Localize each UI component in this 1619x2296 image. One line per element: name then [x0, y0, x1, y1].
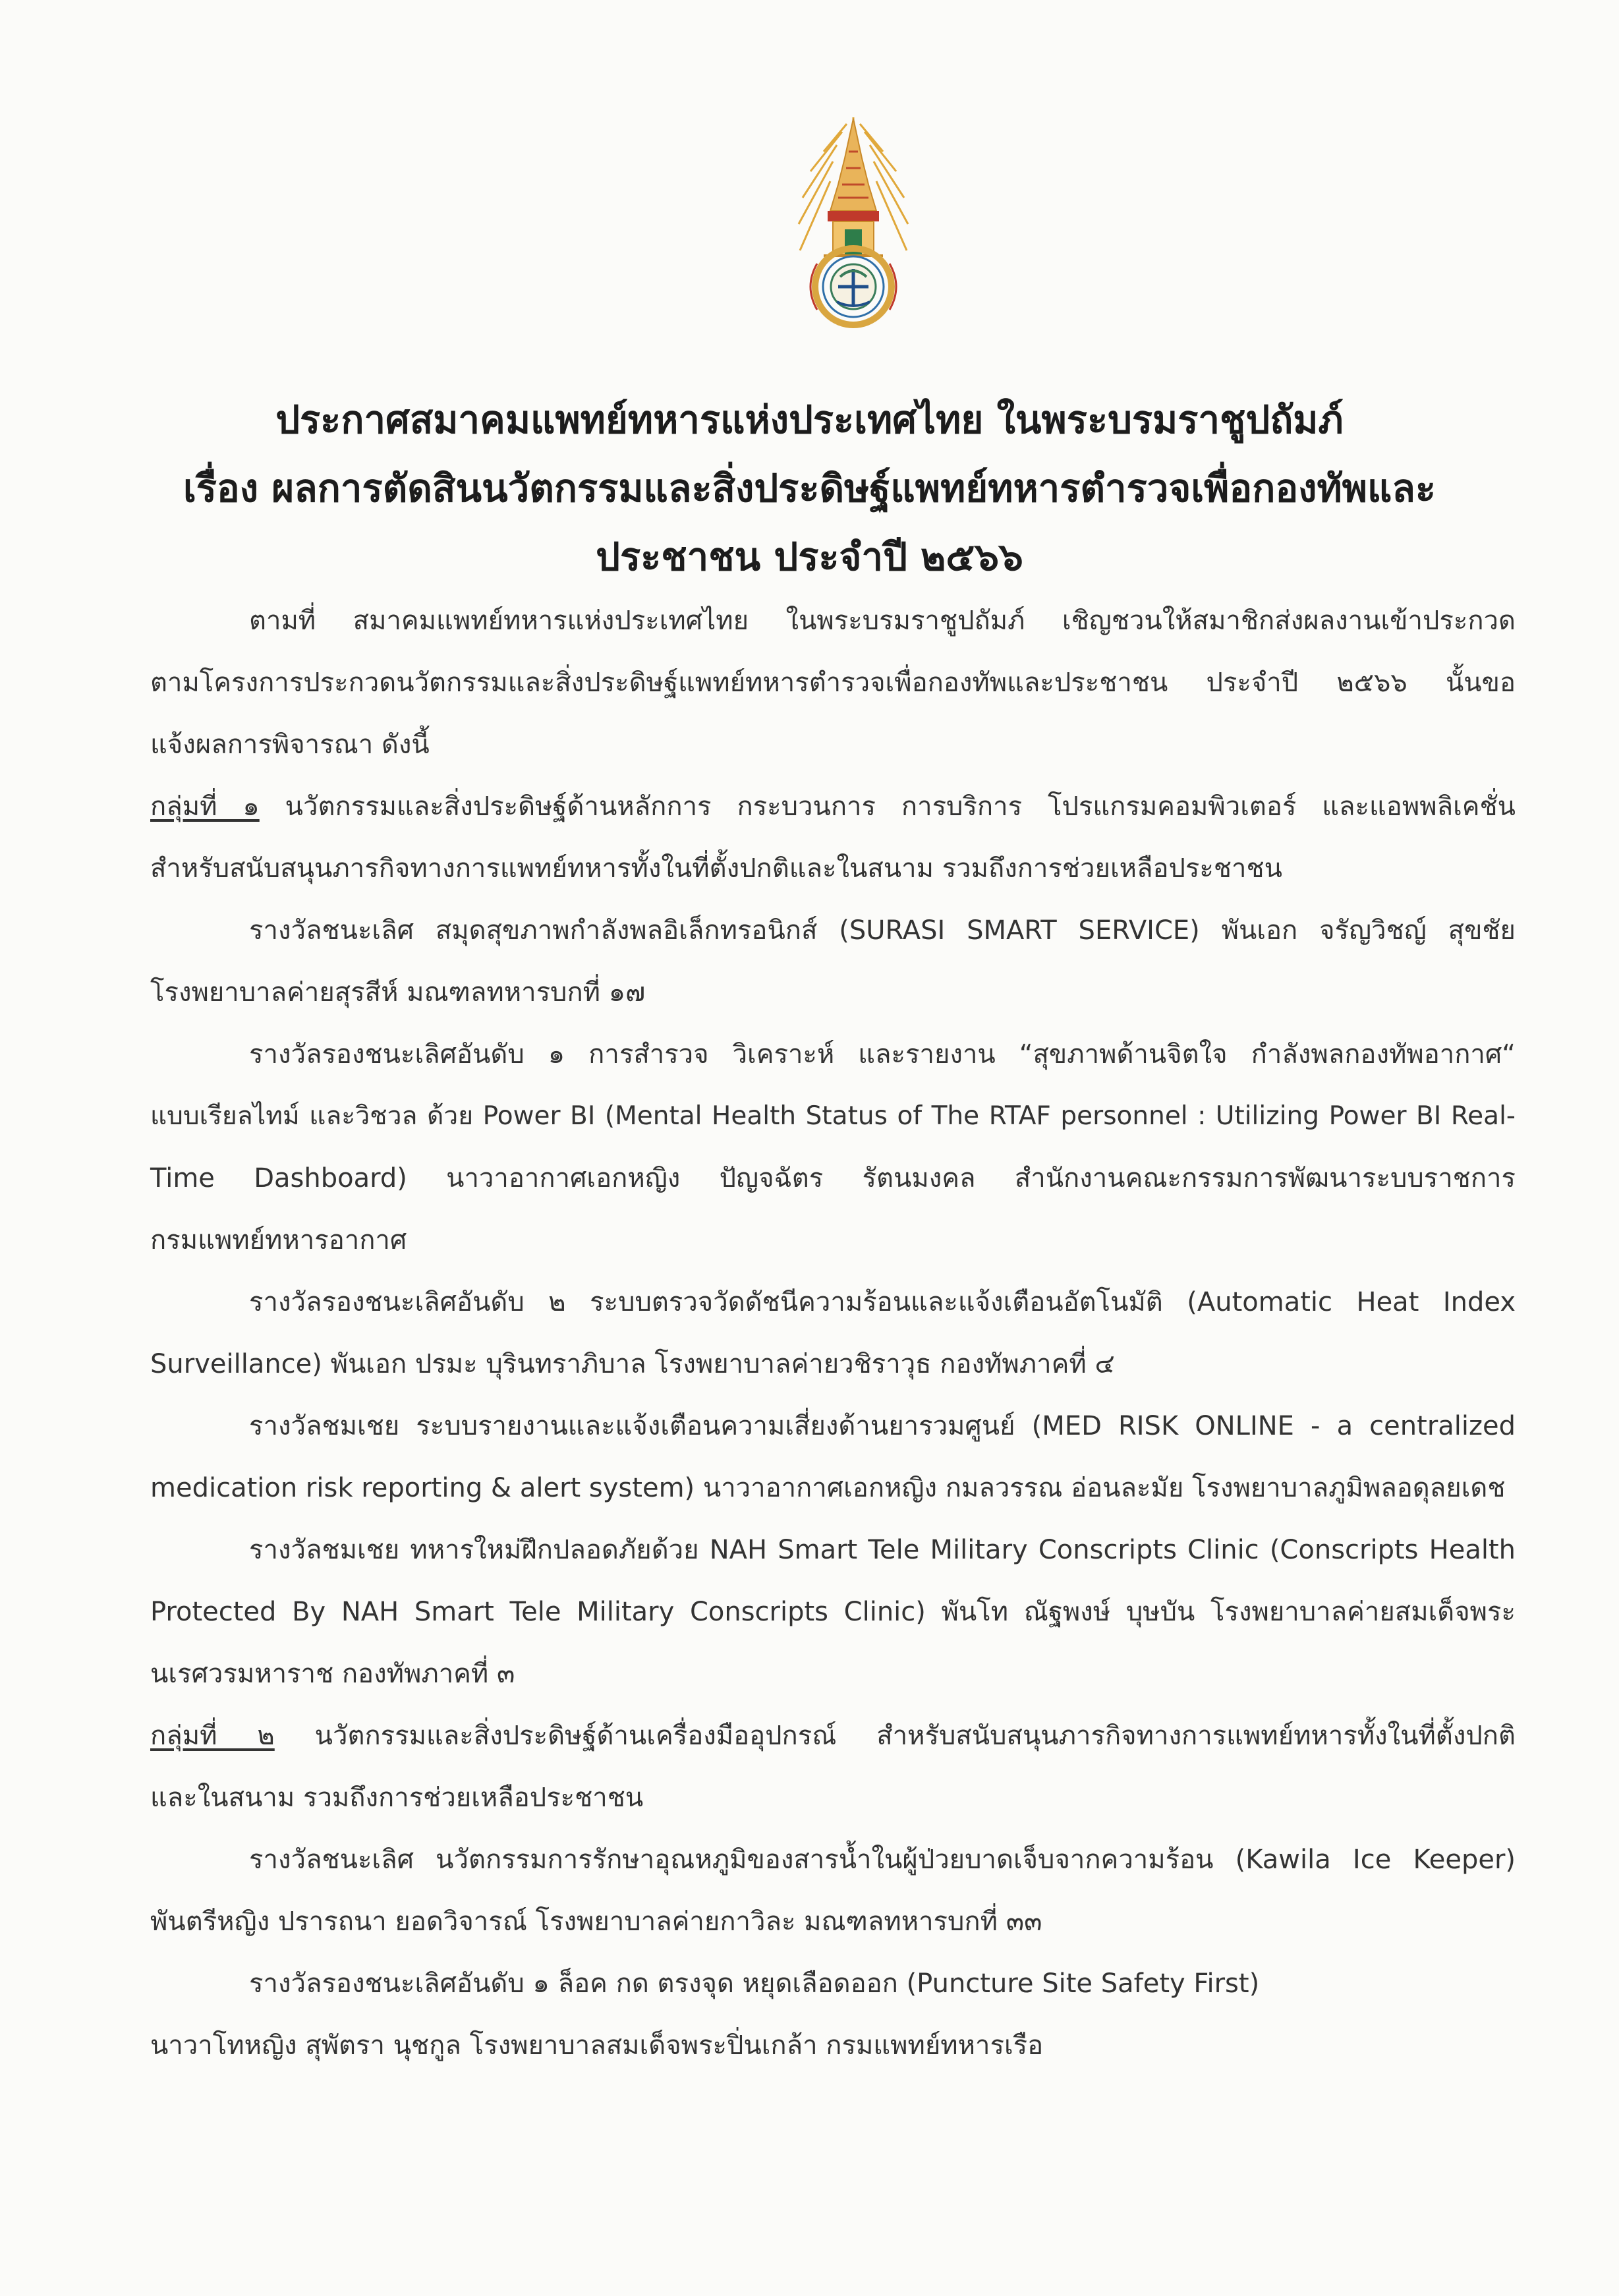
- group-1-text-cont: สำหรับสนับสนุนภารกิจทางการแพทย์ทหารทั้งในที่ตั้งปกติและในสนาม รวมถึงการช่วยเหลือประชาชน: [150, 853, 1282, 884]
- award-line: นาวาโทหญิง สุพัตรา นุชกูล โรงพยาบาลสมเด็จพระปิ่นเกล้า กรมแพทย์ทหารเรือ: [150, 2030, 1044, 2061]
- award-line: รางวัลชนะเลิศ สมุดสุขภาพกำลังพลอิเล็กทรอนิกส์ (SURASI SMART SERVICE) พันเอก จรัญวิชญ์ สุขชัย: [249, 915, 1516, 946]
- group-2-label: กลุ่มที่ ๒: [150, 1721, 275, 1751]
- award-line: รางวัลรองชนะเลิศอันดับ ๑ การสำรวจ วิเคราะห์ และรายงาน “สุขภาพด้านจิตใจ กำลังพลกองทัพอากาศ“: [249, 1039, 1516, 1070]
- award-line: Surveillance) พันเอก ปรมะ บุรินทราภิบาล โรงพยาบาลค่ายวชิราวุธ กองทัพภาคที่ ๔: [150, 1349, 1115, 1379]
- award-line: รางวัลชมเชย ระบบรายงานและแจ้งเตือนความเสี่ยงด้านยารวมศูนย์ (MED RISK ONLINE - a centralized: [249, 1411, 1516, 1441]
- group-1-heading: [150, 776, 1516, 838]
- award-line: รางวัลชมเชย ทหารใหม่ฝึกปลอดภัยด้วย NAH Smart Tele Military Conscripts Clinic (Conscripts Health: [249, 1535, 1516, 1565]
- award-line: medication risk reporting & alert system) นาวาอากาศเอกหญิง กมลวรรณ อ่อนละมัย โรงพยาบาลภูมิพลอดุลยเดช: [150, 1473, 1506, 1503]
- group-2-text-cont: และในสนาม รวมถึงการช่วยเหลือประชาชน: [150, 1783, 644, 1813]
- award-line: รางวัลรองชนะเลิศอันดับ ๑ ล็อค กด ตรงจุด หยุดเลือดออก (Puncture Site Safety First): [249, 1968, 1260, 1999]
- award-line: นเรศวรมหาราช กองทัพภาคที่ ๓: [150, 1659, 515, 1689]
- title-line: ประชาชน ประจำปี ๒๕๖๖: [596, 534, 1023, 579]
- group-1-label: กลุ่มที่ ๑: [150, 791, 260, 822]
- announcement-title: [132, 386, 1487, 591]
- title-line: เรื่อง ผลการตัดสินนวัตกรรมและสิ่งประดิษฐ์แพทย์ทหารตำรวจเพื่อกองทัพและ: [183, 466, 1436, 511]
- award-line: รางวัลชนะเลิศ นวัตกรรมการรักษาอุณหภูมิของสารน้ำในผู้ป่วยบาดเจ็บจากความร้อน (Kawila Ice Keeper): [249, 1845, 1516, 1875]
- group-1-text: นวัตกรรมและสิ่งประดิษฐ์ด้านหลักการ กระบวนการ การบริการ โปรแกรมคอมพิวเตอร์ และแอพพลิเคชั่น: [259, 791, 1516, 822]
- intro-line: ตามโครงการประกวดนวัตกรรมและสิ่งประดิษฐ์แพทย์ทหารตำรวจเพื่อกองทัพและประชาชน ประจำปี ๒๕๖๖ นั้นขอ: [150, 668, 1516, 698]
- award-line: แบบเรียลไทม์ และวิชวล ด้วย Power BI (Mental Health Status of The RTAF personnel : Utilizing Power BI Real-: [150, 1101, 1516, 1131]
- award-line: รางวัลรองชนะเลิศอันดับ ๒ ระบบตรวจวัดดัชนีความร้อนและแจ้งเตือนอัตโนมัติ (Automatic Heat Index: [249, 1287, 1516, 1317]
- intro-line: แจ้งผลการพิจารณา ดังนี้: [150, 730, 430, 760]
- award-line: Protected By NAH Smart Tele Military Conscripts Clinic) พันโท ณัฐพงษ์ บุษบัน โรงพยาบาลค่ายสมเด็จพระ: [150, 1597, 1516, 1627]
- intro-line: ตามที่ สมาคมแพทย์ทหารแห่งประเทศไทย ในพระบรมราชูปถัมภ์ เชิญชวนให้สมาชิกส่งผลงานเข้าประกวด: [249, 606, 1516, 636]
- award-line: Time Dashboard) นาวาอากาศเอกหญิง ปัญจฉัตร รัตนมงคล สำนักงานคณะกรรมการพัฒนาระบบราชการ: [150, 1163, 1516, 1193]
- group-2-text: นวัตกรรมและสิ่งประดิษฐ์ด้านเครื่องมืออุปกรณ์ สำหรับสนับสนุนภารกิจทางการแพทย์ทหารทั้งในที่ตั้งปกติ: [274, 1721, 1516, 1751]
- group-2-heading: [150, 1705, 1516, 1767]
- award-line: พันตรีหญิง ปรารถนา ยอดวิจารณ์ โรงพยาบาลค่ายกาวิละ มณฑลทหารบกที่ ๓๓: [150, 1907, 1042, 1937]
- award-line: กรมแพทย์ทหารอากาศ: [150, 1225, 407, 1255]
- award-line: โรงพยาบาลค่ายสุรสีห์ มณฑลทหารบกที่ ๑๗: [150, 977, 646, 1008]
- title-line: ประกาศสมาคมแพทย์ทหารแห่งประเทศไทย ในพระบรมราชูปถัมภ์: [275, 397, 1344, 442]
- association-emblem-icon: [784, 112, 923, 336]
- announcement-body: [150, 590, 1516, 2077]
